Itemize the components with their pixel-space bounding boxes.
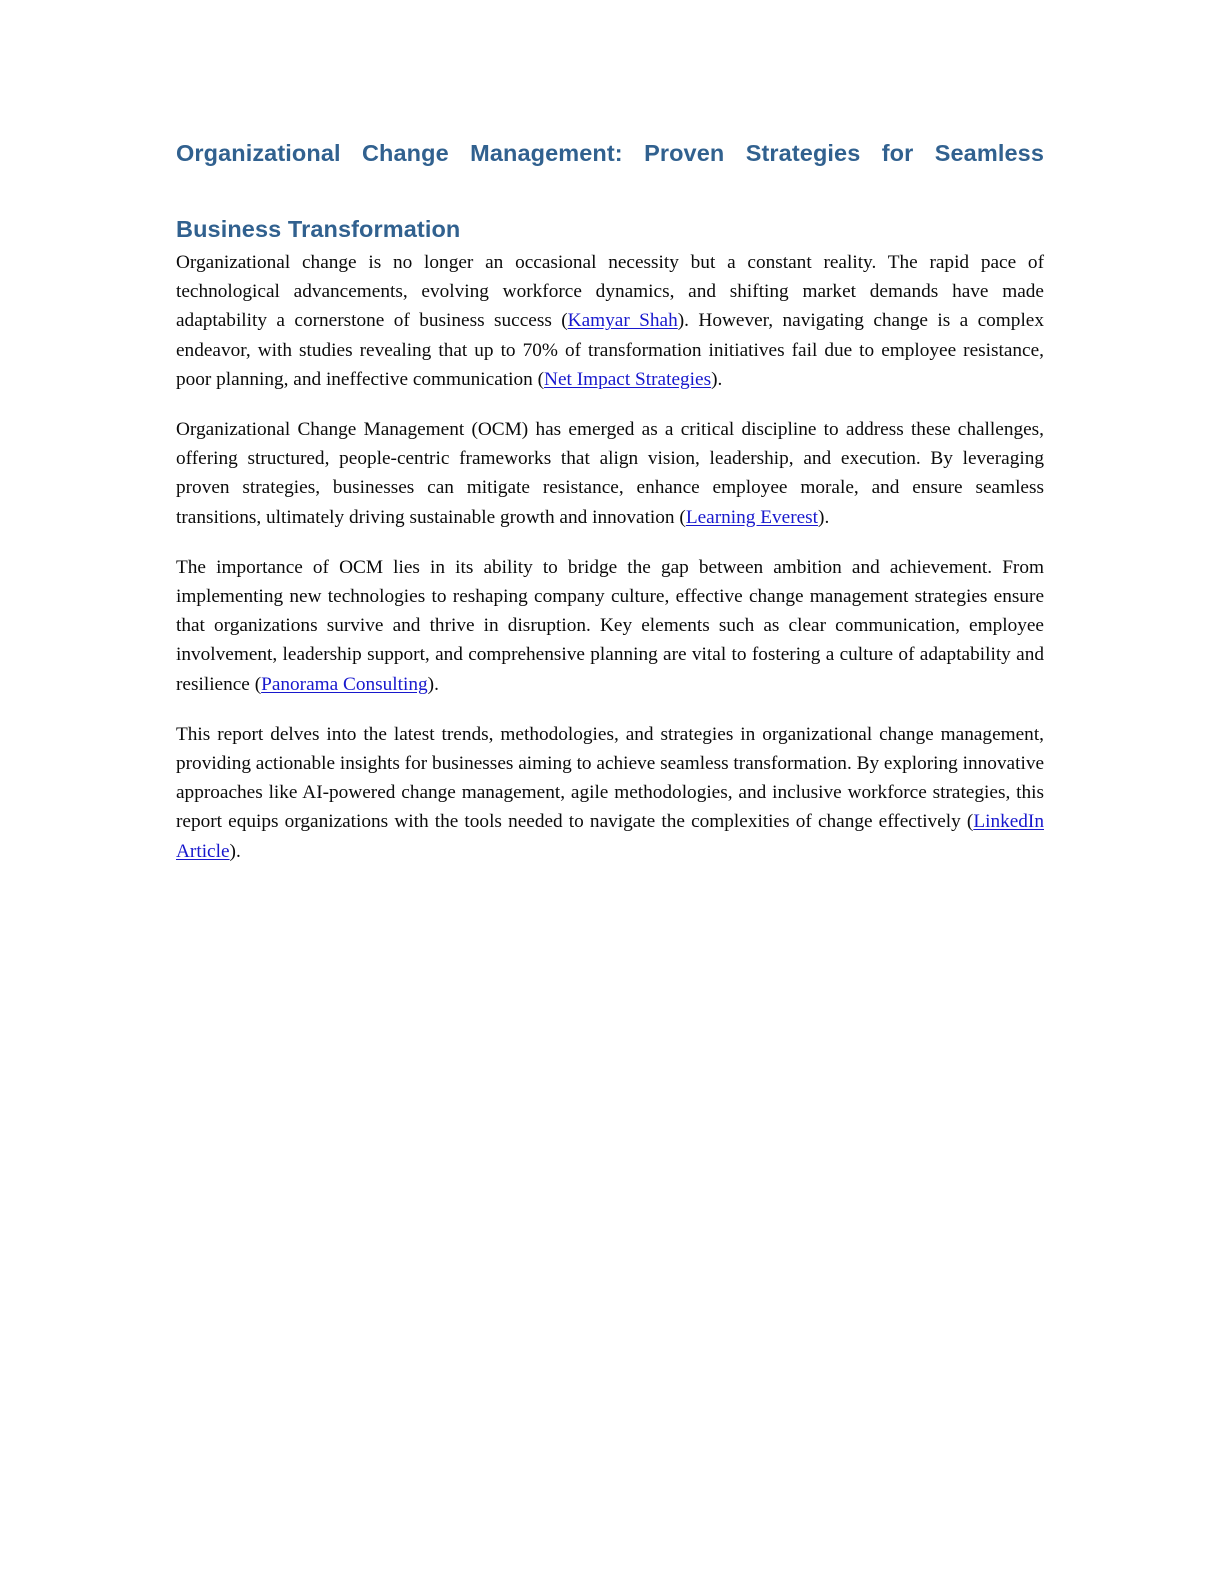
paragraph-text: Organizational change is no longer an occasional necessity but a constant reality. The rapid pace of technological advancements, evolving workforce dynamics, and shifting market demands have made adaptability a cornerstone of business success ( [176,252,1044,332]
document-body [176,248,1044,866]
reference-link[interactable]: Kamyar Shah [567,310,678,332]
page-title-line-2: Business Transformation [176,216,461,242]
paragraph-text: This report delves into the latest trends, methodologies, and strategies in organizational change management, providing actionable insights for businesses aiming to achieve seamless transformation. By exploring innovative approaches like AI-powered change management, agile methodologies, and inclusive workforce strategies, this report equips organizations with the tools needed to navigate the complexities of change effectively ( [176,723,1045,833]
reference-link[interactable]: Panorama Consulting [261,673,428,695]
page-title-line-1: Organizational Change Management: Proven Strategies for Seamless [176,140,1044,166]
paragraph-text: The importance of OCM lies in its ability to bridge the gap between ambition and achievement. From implementing new technologies to reshaping company culture, effective change management strategies ensure that organizations survive and thrive in disruption. Key elements such as clear communication, employee involvement, leadership support, and comprehensive planning are vital to fostering a culture of adaptability and resilience ( [176,556,1044,695]
paragraph-text: ). [229,840,241,862]
paragraph-text: ). [427,673,439,695]
paragraph-text: ). [818,506,830,528]
reference-link[interactable]: Net Impact Strategies [544,368,712,390]
page-title [176,134,1044,248]
paragraph-ocm-discipline [176,415,1044,532]
paragraph-text: Organizational Change Management (OCM) has emerged as a critical discipline to address these challenges, offering structured, people-centric frameworks that align vision, leadership, and execution. By leveraging proven strategies, businesses can mitigate resistance, enhance employee morale, and ensure seamless transitions, ultimately driving sustainable growth and innovation ( [176,419,1044,528]
reference-link[interactable]: LinkedIn Article [176,811,1044,862]
document-content [176,134,1044,866]
reference-link[interactable]: Learning Everest [685,506,819,528]
paragraph-importance [176,553,1044,699]
paragraph-text: ). [711,368,723,390]
paragraph-report-scope [176,720,1044,866]
paragraph-text: ). However, navigating change is a complex endeavor, with studies revealing that up to 70% of transformation initiatives fail due to employee resistance, poor planning, and ineffective communication ( [176,310,1044,390]
paragraph-intro [176,248,1044,394]
